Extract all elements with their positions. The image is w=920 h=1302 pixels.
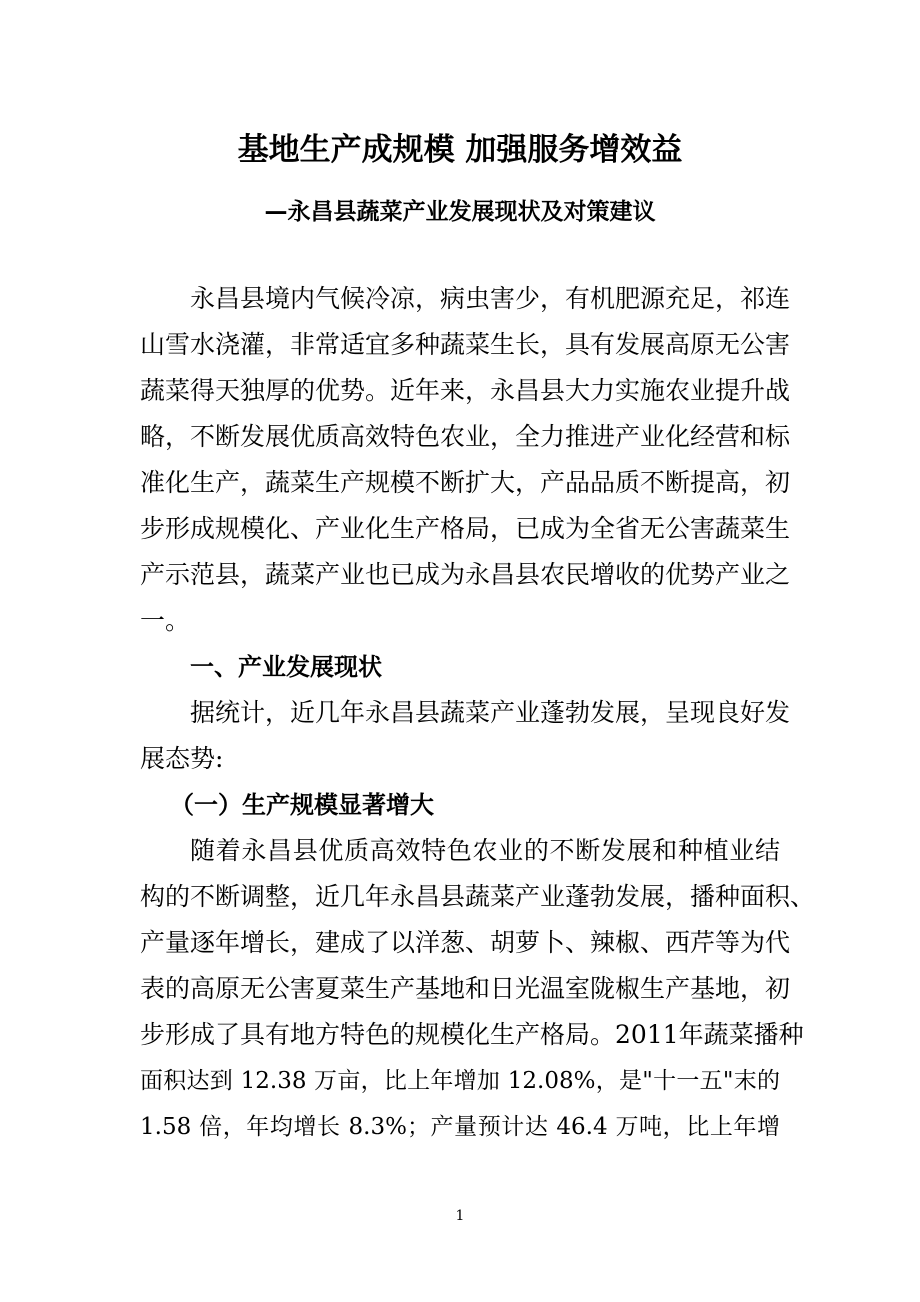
paragraph-line: 产示范县，蔬菜产业也已成为永昌县农民增收的优势产业之 <box>140 560 791 589</box>
subsection-heading: （一）生产规模显著增大 <box>170 791 434 819</box>
paragraph-line: 展态势: <box>140 744 224 773</box>
paragraph-line: 山雪水浇灌，非常适宜多种蔬菜生长，具有发展高原无公害 <box>140 330 791 359</box>
paragraph-line: 表的高原无公害夏菜生产基地和日光温室陇椒生产基地，初 <box>140 974 791 1003</box>
paragraph-line: 蔬菜得天独厚的优势。近年来，永昌县大力实施农业提升战 <box>140 376 791 405</box>
document-title: 基地生产成规模 加强服务增效益 <box>237 132 683 168</box>
paragraph-line: 产量逐年增长，建成了以洋葱、胡萝卜、辣椒、西芹等为代 <box>140 928 791 957</box>
paragraph-line: 面积达到 12.38 万亩，比上年增加 12.08%，是"十一五"末的 <box>140 1068 780 1094</box>
paragraph-line: 略，不断发展优质高效特色农业，全力推进产业化经营和标 <box>140 422 791 451</box>
paragraph-line: 随着永昌县优质高效特色农业的不断发展和种植业结 <box>190 836 780 865</box>
page-number: 1 <box>455 1208 465 1224</box>
section-heading: 一、产业发展现状 <box>190 653 382 681</box>
paragraph-line: 构的不断调整，近几年永昌县蔬菜产业蓬勃发展，播种面积、 <box>140 882 816 911</box>
paragraph-line: 据统计，近几年永昌县蔬菜产业蓬勃发展，呈现良好发 <box>190 698 791 727</box>
paragraph-line: 永昌县境内气候冷凉，病虫害少，有机肥源充足，祁连 <box>190 284 791 313</box>
paragraph-line: 1.58 倍，年均增长 8.3%；产量预计达 46.4 万吨，比上年增 <box>140 1114 780 1140</box>
document-subtitle: —永昌县蔬菜产业发展现状及对策建议 <box>264 199 656 225</box>
paragraph-line: 一。 <box>140 606 191 635</box>
paragraph-line: 步形成规模化、产业化生产格局，已成为全省无公害蔬菜生 <box>140 514 791 543</box>
paragraph-line: 准化生产，蔬菜生产规模不断扩大，产品品质不断提高，初 <box>140 468 791 497</box>
paragraph-line: 步形成了具有地方特色的规模化生产格局。2011年蔬菜播种 <box>140 1020 804 1049</box>
